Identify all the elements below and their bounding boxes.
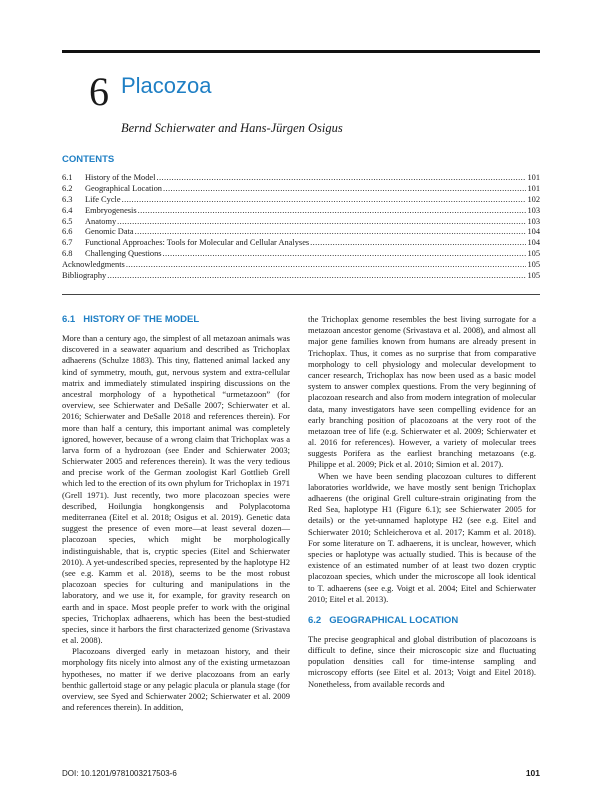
toc-entry-title: Embryogenesis: [85, 205, 137, 215]
toc-entry-title: Genomic Data: [85, 227, 134, 237]
section-title: HISTORY OF THE MODEL: [83, 314, 200, 325]
toc-entry-page: 101: [527, 183, 540, 193]
toc-entry-title: Geographical Location: [85, 183, 162, 193]
toc-entry-page: 101: [527, 173, 540, 182]
toc-leader-dots: [156, 173, 526, 184]
toc-entry-page: 105: [527, 260, 540, 270]
toc-entry-title: Bibliography: [62, 271, 107, 281]
body-paragraph: The precise geographical and global distribution of placozoans is difficult to define, since their microscopic size and fluctuating population densities call for time-intense sampling and microscopy efforts (see Eitel et al. 2013; Voigt and Eitel 2018). Nonetheless, from available records and: [308, 633, 536, 689]
toc-entry-title: Life Cycle: [85, 194, 121, 204]
section-title: GEOGRAPHICAL LOCATION: [329, 614, 459, 626]
toc-entry-number: 6.5: [62, 216, 73, 226]
toc-entry[interactable]: [62, 217, 540, 228]
toc-entry-title: Functional Approaches: Tools for Molecular and Cellular Analyses: [85, 238, 310, 248]
toc-entry-number: 6.2: [62, 183, 73, 193]
toc-entry[interactable]: [62, 195, 540, 206]
toc-entry-page: 105: [527, 249, 540, 259]
toc-entry[interactable]: [62, 184, 540, 195]
toc-entry-title: History of the Model: [85, 173, 156, 182]
toc-leader-dots: [135, 227, 527, 238]
table-of-contents: [62, 173, 540, 282]
body-paragraph: Placozoans diverged early in metazoan history, and their morphology fits nicely into almost any of the existing urmetazoan hypotheses, no matter if we derive placozoans from an early benthic gallertoid stage or any pelagic placula or planula stage (for overview, see Syed and Schierwater 2002; Schierwater et al. 2009 and references therein). In addition,: [62, 646, 290, 713]
toc-entry[interactable]: [62, 271, 540, 282]
chapter-authors: Bernd Schierwater and Hans-Jürgen Osigus: [121, 121, 343, 135]
toc-leader-dots: [107, 271, 526, 282]
toc-leader-dots: [117, 217, 526, 228]
toc-entry-number: 6.6: [62, 227, 73, 237]
chapter-top-rule: [62, 50, 540, 53]
toc-leader-dots: [126, 260, 527, 271]
toc-entry-page: 103: [527, 205, 540, 215]
left-column: [62, 314, 290, 713]
contents-bottom-rule: [62, 294, 540, 295]
toc-entry-page: 105: [527, 271, 540, 281]
section-heading-geography: [308, 615, 536, 627]
toc-leader-dots: [310, 238, 526, 249]
toc-entry[interactable]: [62, 206, 540, 217]
toc-entry-number: 6.4: [62, 205, 73, 215]
chapter-number: 6: [89, 69, 109, 114]
toc-entry[interactable]: [62, 173, 540, 184]
right-column: [308, 314, 536, 690]
body-paragraph: More than a century ago, the simplest of all metazoan animals was discovered in a seawater aquarium and described as Trichoplax adhaerens (Schulze 1883). This tiny, flattened animal lacked any kind of symmetry, mouth, gut, nervous system and extra-cellular matrix and immediately stimulated inspiring discussions on the ancestral morphology of a hypothetical “urmetazoon” (for overview, see Schierwater and DeSalle 2007; Schierwater et al. 2016; Schierwater and DeSalle 2018 and references therein). For more than half a century, this important animal was completely ignored, however, because of a wrong claim that Trichoplax was a larva form of a hydrozoan (see Ender and Schierwater 2003; Schierwater 2005 and references therein). It was the very tedious and precise work of the German zoologist Karl Gottlieb Grell which led to the erection of its own phylum for Trichoplax in 1971 (Grell 1971). Just recently, two more placozoan species were described, Hoilungia hongkongensis and Polyplacotoma mediterranea (Eitel et al. 2018; Osigus et al. 2019). Genetic data suggest the presence of even more—at least several dozen—placozoan species, which might be morphologically indistinguishable, that is, cryptic species (Eitel and Schierwater 2010). A yet-undescribed species, represented by the haplotype H2 (see e.g. Kamm et al. 2018), seems to be the most robust placozoan species for culturing and manipulations in the laboratory, and we use it, for example, for gravity research on earth and in space. Most people prefer to work with the original species, Trichoplax adhaerens, which has been the best-studied species, since it harbors the first characterized genome (Srivastava et al. 2008).: [62, 333, 290, 646]
toc-leader-dots: [122, 195, 527, 206]
toc-leader-dots: [163, 249, 527, 260]
section-heading-history: [62, 314, 290, 326]
toc-entry-page: 104: [527, 238, 540, 248]
body-paragraph-continued: the Trichoplax genome resembles the best living surrogate for a metazoan ancestor genome (Srivastava et al. 2008), and almost all major gene families known from humans are already present in Trichoplax. Thus, it comes as no surprise that from comparative morphology to cell physiology and molecular development to cancer research, Trichoplax has now been used as a basic model system to answer complex questions. From the very beginning of placozoan research and also from modern integration of molecular data, many investigators have seen compelling evidence for an early branching position of placozoans at the very root of the metazoan tree of life (e.g. Schierwater et al. 2009; Schierwater et al. 2016 for references). However, a variety of molecular trees suggests Porifera as the earliest branching metazoans (e.g. Philippe et al. 2009; Pick et al. 2010; Simion et al. 2017).: [308, 314, 536, 470]
chapter-title: Placozoa: [121, 73, 212, 98]
body-paragraph: When we have been sending placozoan cultures to different laboratories worldwide, we have mostly sent benign Trichoplax adhaerens (the original Grell culture-strain originating from the Red Sea, haplotype H1 (Figure 6.1); see Schierwater 2005 for details) or the yet-unnamed haplotype H2 (see e.g. Eitel and Schierwater 2010; Schleicherova et al. 2017; Kamm et al. 2018). For some literature on T. adhaerens, it is unclear, however, which species or haplotype was actually studied. This is because of the existence of an estimated number of at least two dozen cryptic placozoan species, which under the microscope all look identical to T. adhaerens (see e.g. Voigt et al. 2004; Eitel and Schierwater 2010; Eitel et al. 2013).: [308, 470, 536, 604]
toc-leader-dots: [138, 206, 527, 217]
contents-heading: CONTENTS: [62, 154, 115, 165]
footer-doi: DOI: 10.1201/9781003217503-6: [62, 769, 177, 778]
toc-entry-number: 6.7: [62, 238, 73, 248]
footer-page-number: 101: [525, 768, 540, 778]
section-number: 6.2: [308, 614, 322, 626]
toc-leader-dots: [163, 184, 526, 195]
toc-entry-number: 6.8: [62, 249, 73, 259]
toc-entry-page: 104: [527, 227, 540, 237]
toc-entry[interactable]: [62, 249, 540, 260]
toc-entry[interactable]: [62, 227, 540, 238]
toc-entry-title: Challenging Questions: [85, 249, 162, 259]
toc-entry-number: 6.1: [62, 173, 73, 182]
toc-entry-page: 103: [527, 216, 540, 226]
toc-entry-number: 6.3: [62, 194, 73, 204]
toc-entry-page: 102: [527, 194, 540, 204]
toc-entry[interactable]: [62, 260, 540, 271]
toc-entry[interactable]: [62, 238, 540, 249]
section-number: 6.1: [62, 314, 76, 325]
toc-entry-title: Anatomy: [85, 216, 117, 226]
toc-entry-title: Acknowledgments: [62, 260, 125, 270]
